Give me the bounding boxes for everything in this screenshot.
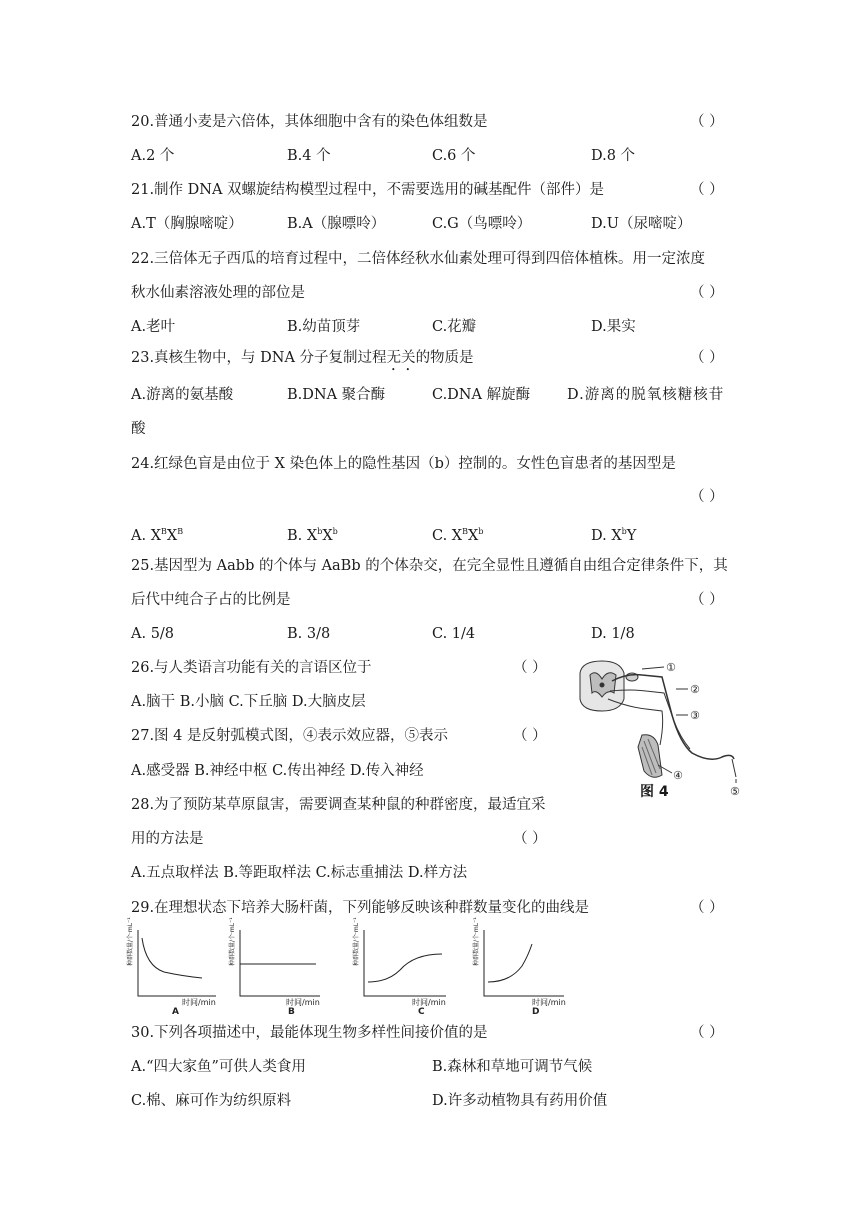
- graph-a-xlabel: 时间/min: [182, 998, 216, 1007]
- q24-c-sup1: B: [462, 527, 469, 536]
- q22-option-a: A.老叶: [131, 319, 176, 335]
- graph-a-ylabel: 种群数量/个·mL⁻¹: [127, 917, 134, 966]
- q29-answer-blank: （ ）: [690, 900, 724, 916]
- q23-option-c: C.DNA 解旋酶: [432, 387, 531, 403]
- q26-stem: 26.与人类语言功能有关的言语区位于: [131, 660, 372, 676]
- graph-b-xlabel: 时间/min: [286, 998, 320, 1007]
- q28-stem-line2: 用的方法是: [131, 831, 204, 847]
- q27-stem: 27.图 4 是反射弧模式图，④表示效应器，⑤表示: [131, 728, 449, 744]
- q24-a-sup1: B: [161, 527, 167, 536]
- q24-d-y: Y: [626, 528, 637, 544]
- q25-option-a: A. 5/8: [131, 626, 175, 642]
- q26-answer-blank: （ ）: [513, 660, 547, 676]
- figure4-label-2: ②: [690, 683, 700, 696]
- graph-a-letter: A: [172, 1007, 179, 1017]
- q28-answer-blank: （ ）: [513, 831, 547, 847]
- graph-c-letter: C: [418, 1007, 425, 1017]
- q20-stem: 20.普通小麦是六倍体，其体细胞中含有的染色体组数是: [131, 114, 488, 130]
- q25-stem-line2: 后代中纯合子占的比例是: [131, 592, 291, 608]
- population-curves: [127, 917, 598, 1017]
- q24-b-sup1: b: [317, 527, 323, 536]
- curve-graph-d: [484, 930, 564, 996]
- q21-option-b: B.A（腺嘌呤）: [287, 216, 386, 232]
- q22-answer-blank: （ ）: [690, 285, 724, 301]
- figure4-label-5: ⑤: [730, 785, 740, 798]
- q24-b-sup2: b: [332, 527, 338, 536]
- q23-stem-pre: 23.真核生物中，与 DNA 分子复制过程: [131, 350, 387, 366]
- curve-graph-c: [364, 930, 446, 996]
- q23-answer-blank: （ ）: [690, 350, 724, 366]
- q24-a-x1: A. X: [131, 528, 162, 544]
- q25-option-b: B. 3/8: [287, 626, 331, 642]
- q29-stem: 29.在理想状态下培养大肠杆菌，下列能够反映该种群数量变化的曲线是: [131, 900, 590, 916]
- q20-option-b: B.4 个: [287, 148, 331, 164]
- q23-option-d: D.游离的脱氧核糖核苷: [567, 387, 725, 403]
- q24-option-a: [131, 522, 183, 546]
- q23-stem-emphasis: 无关: [386, 350, 416, 366]
- curve-graph-b: [240, 930, 320, 996]
- graph-b-ylabel: 种群数量/个·mL⁻¹: [229, 917, 236, 966]
- q21-option-d: D.U（尿嘧啶）: [591, 216, 692, 232]
- figure4-label-1: ①: [666, 661, 676, 674]
- q30-option-d: D.许多动植物具有药用价值: [432, 1093, 608, 1109]
- graph-b-letter: B: [288, 1007, 295, 1017]
- q22-stem-line1: 22.三倍体无子西瓜的培育过程中，二倍体经秋水仙素处理可得到四倍体植株。用一定浓度: [131, 251, 706, 267]
- q22-stem-line2: 秋水仙素溶液处理的部位是: [131, 285, 305, 301]
- q27-answer-blank: （ ）: [513, 728, 547, 744]
- q28-stem-line1: 28.为了预防某草原鼠害，需要调查某种鼠的种群密度，最适宜采: [131, 797, 546, 813]
- q20-option-d: D.8 个: [591, 148, 636, 164]
- q22-option-d: D.果实: [591, 319, 636, 335]
- q24-option-b: [287, 522, 338, 546]
- q23-option-d-wrap: 酸: [131, 421, 146, 437]
- q24-c-sup2: b: [478, 527, 484, 536]
- q23-stem: [131, 348, 474, 374]
- q20-option-c: C.6 个: [432, 148, 476, 164]
- q24-answer-blank: （ ）: [690, 489, 724, 505]
- q25-answer-blank: （ ）: [690, 592, 724, 608]
- q23-option-b: B.DNA 聚合酶: [287, 387, 386, 403]
- q30-answer-blank: （ ）: [690, 1025, 724, 1041]
- q23-option-a: A.游离的氨基酸: [131, 387, 234, 403]
- q24-c-x2: X: [468, 528, 479, 544]
- graph-d-ylabel: 种群数量/个·mL⁻¹: [473, 917, 480, 966]
- q22-option-b: B.幼苗顶芽: [287, 319, 361, 335]
- q24-b-x1: B. X: [287, 528, 318, 544]
- q20-option-a: A.2 个: [131, 148, 175, 164]
- q27-options: A.感受器 B.神经中枢 C.传出神经 D.传入神经: [131, 763, 424, 779]
- q24-a-x2: X: [166, 528, 178, 544]
- q20-answer-blank: （ ）: [690, 114, 724, 130]
- q24-b-x2: X: [322, 528, 333, 544]
- q30-option-b: B.森林和草地可调节气候: [432, 1059, 593, 1075]
- q21-stem: 21.制作 DNA 双螺旋结构模型过程中，不需要选用的碱基配件（部件）是: [131, 182, 605, 198]
- q23-stem-post: 的物质是: [415, 350, 474, 366]
- q24-a-sup2: B: [177, 527, 184, 536]
- q30-stem: 30.下列各项描述中，最能体现生物多样性间接价值的是: [131, 1025, 488, 1041]
- graph-c-ylabel: 种群数量/个·mL⁻¹: [353, 917, 360, 966]
- q28-options: A.五点取样法 B.等距取样法 C.标志重捕法 D.样方法: [131, 865, 468, 881]
- q25-option-c: C. 1/4: [432, 626, 476, 642]
- curve-graph-a: [138, 930, 216, 996]
- q24-c-x1: C. X: [432, 528, 463, 544]
- graph-d-letter: D: [532, 1007, 540, 1017]
- q25-stem-line1: 25.基因型为 Aabb 的个体与 AaBb 的个体杂交，在完全显性且遵循自由组合定律条件下，其: [131, 558, 728, 574]
- q24-d-sup1: b: [621, 527, 627, 536]
- q24-option-d: [591, 522, 636, 546]
- q21-answer-blank: （ ）: [690, 182, 724, 198]
- q24-d-x1: D. X: [591, 528, 622, 544]
- q24-option-c: [432, 522, 483, 546]
- q24-stem: 24.红绿色盲是由位于 X 染色体上的隐性基因（b）控制的。女性色盲患者的基因型是: [131, 456, 676, 472]
- q21-option-a: A.T（胸腺嘧啶）: [131, 216, 243, 232]
- q30-option-a: A.“四大家鱼”可供人类食用: [131, 1059, 306, 1075]
- q22-option-c: C.花瓣: [432, 319, 477, 335]
- q30-option-c: C.棉、麻可作为纺织原料: [131, 1093, 292, 1109]
- figure4-label-3: ③: [690, 709, 700, 722]
- q26-options: A.脑干 B.小脑 C.下丘脑 D.大脑皮层: [131, 694, 366, 710]
- graph-d-xlabel: 时间/min: [532, 998, 566, 1007]
- q21-option-c: C.G（鸟嘌呤）: [432, 216, 532, 232]
- graph-c-xlabel: 时间/min: [412, 998, 446, 1007]
- figure4-label-4: ④: [673, 769, 683, 782]
- q25-option-d: D. 1/8: [591, 626, 635, 642]
- figure4-caption: 图 4: [640, 784, 669, 800]
